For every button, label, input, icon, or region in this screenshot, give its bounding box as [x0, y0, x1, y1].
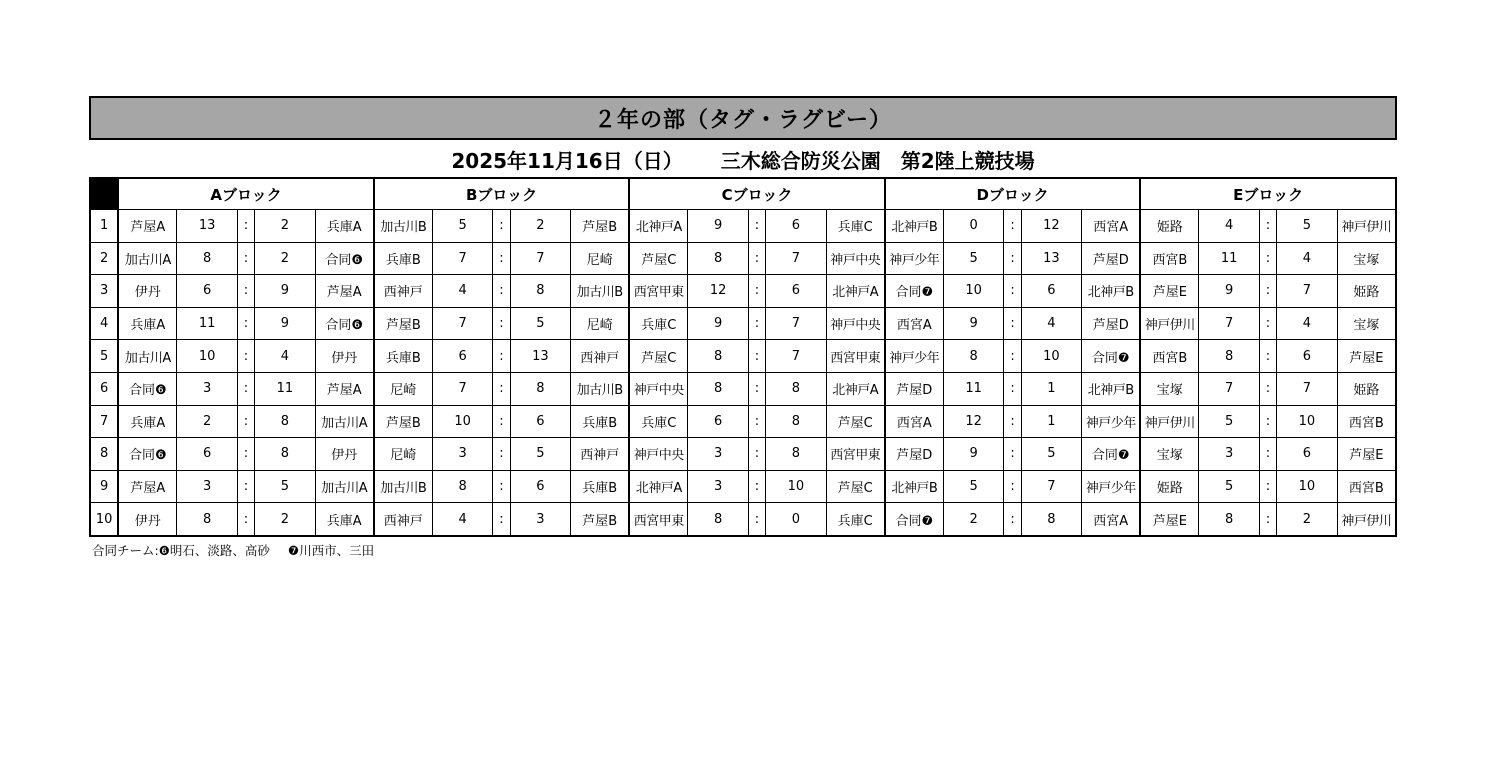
score-separator: :	[1259, 503, 1276, 536]
score-separator: :	[1259, 242, 1276, 275]
score-separator: :	[1004, 405, 1021, 438]
home-team: 芦屋D	[885, 372, 944, 405]
away-team: 神戸伊川	[1337, 210, 1396, 243]
table-row	[90, 210, 1396, 243]
score-separator: :	[493, 372, 510, 405]
home-team: 姫路	[1140, 470, 1199, 503]
home-team: 合同❼	[885, 275, 944, 308]
away-team: 西宮甲東	[826, 340, 885, 373]
score-separator: :	[237, 438, 254, 471]
block-header-row	[90, 178, 1396, 210]
away-team: 北神戸A	[826, 275, 885, 308]
home-team: 尼崎	[374, 372, 433, 405]
home-team: 加古川B	[374, 210, 433, 243]
away-team: 北神戸A	[826, 372, 885, 405]
home-score: 6	[432, 340, 493, 373]
home-team: 伊丹	[118, 275, 177, 308]
home-team: 芦屋C	[629, 242, 688, 275]
away-score: 8	[510, 372, 571, 405]
away-score: 6	[1277, 340, 1338, 373]
score-separator: :	[493, 275, 510, 308]
score-separator: :	[1259, 470, 1276, 503]
away-team: 芦屋E	[1337, 340, 1396, 373]
score-separator: :	[1004, 470, 1021, 503]
home-score: 10	[177, 340, 238, 373]
home-score: 7	[1199, 307, 1260, 340]
round-number: 6	[90, 372, 118, 405]
away-team: 神戸少年	[1082, 405, 1141, 438]
home-team: 兵庫A	[118, 307, 177, 340]
round-number: 10	[90, 503, 118, 536]
away-score: 2	[510, 210, 571, 243]
score-separator: :	[237, 242, 254, 275]
away-team: 姫路	[1337, 372, 1396, 405]
table-row	[90, 438, 1396, 471]
away-team: 姫路	[1337, 275, 1396, 308]
home-score: 8	[688, 242, 749, 275]
score-separator: :	[237, 210, 254, 243]
home-score: 9	[1199, 275, 1260, 308]
home-score: 5	[1199, 405, 1260, 438]
away-team: 合同❼	[1082, 438, 1141, 471]
home-score: 4	[1199, 210, 1260, 243]
home-score: 3	[688, 438, 749, 471]
table-row	[90, 275, 1396, 308]
home-team: 西宮B	[1140, 242, 1199, 275]
home-team: 兵庫C	[629, 307, 688, 340]
score-separator: :	[748, 275, 765, 308]
home-team: 宝塚	[1140, 372, 1199, 405]
score-separator: :	[1004, 438, 1021, 471]
home-score: 7	[1199, 372, 1260, 405]
home-team: 芦屋D	[885, 438, 944, 471]
score-separator: :	[493, 340, 510, 373]
home-score: 3	[177, 372, 238, 405]
home-team: 兵庫B	[374, 242, 433, 275]
home-team: 神戸中央	[629, 438, 688, 471]
away-team: 西宮甲東	[826, 438, 885, 471]
score-separator: :	[748, 438, 765, 471]
away-score: 8	[766, 438, 827, 471]
away-team: 西宮B	[1337, 470, 1396, 503]
note-label: 合同チーム:	[92, 543, 159, 558]
away-team: 芦屋B	[571, 210, 630, 243]
home-team: 加古川B	[374, 470, 433, 503]
home-score: 9	[943, 307, 1004, 340]
home-team: 西神戸	[374, 275, 433, 308]
score-separator: :	[748, 372, 765, 405]
table-row	[90, 503, 1396, 536]
round-number: 7	[90, 405, 118, 438]
score-separator: :	[1004, 210, 1021, 243]
away-score: 3	[510, 503, 571, 536]
home-team: 芦屋E	[1140, 503, 1199, 536]
home-team: 宝塚	[1140, 438, 1199, 471]
score-separator: :	[1259, 210, 1276, 243]
table-row	[90, 307, 1396, 340]
home-score: 8	[432, 470, 493, 503]
home-team: 合同❼	[885, 503, 944, 536]
home-score: 0	[943, 210, 1004, 243]
away-team: 西宮A	[1082, 210, 1141, 243]
score-separator: :	[748, 307, 765, 340]
away-team: 西神戸	[571, 438, 630, 471]
home-score: 6	[177, 275, 238, 308]
score-separator: :	[493, 438, 510, 471]
block-header-a: Aブロック	[118, 178, 374, 210]
round-number: 9	[90, 470, 118, 503]
score-separator: :	[237, 503, 254, 536]
away-score: 6	[766, 275, 827, 308]
score-separator: :	[493, 470, 510, 503]
home-score: 3	[688, 470, 749, 503]
away-team: 芦屋C	[826, 470, 885, 503]
home-team: 西宮甲東	[629, 503, 688, 536]
away-team: 兵庫A	[315, 503, 374, 536]
away-team: 宝塚	[1337, 307, 1396, 340]
score-separator: :	[748, 470, 765, 503]
home-score: 7	[432, 372, 493, 405]
round-number: 8	[90, 438, 118, 471]
away-score: 4	[1277, 242, 1338, 275]
away-team: 加古川B	[571, 372, 630, 405]
score-separator: :	[1004, 503, 1021, 536]
home-team: 兵庫B	[374, 340, 433, 373]
home-score: 3	[177, 470, 238, 503]
home-score: 3	[432, 438, 493, 471]
away-team: 兵庫A	[315, 210, 374, 243]
home-score: 11	[177, 307, 238, 340]
home-team: 北神戸A	[629, 210, 688, 243]
score-separator: :	[1259, 372, 1276, 405]
event-venue: 三木総合防災公園 第2陸上競技場	[720, 148, 1035, 173]
block-header-e: Eブロック	[1140, 178, 1396, 210]
away-score: 4	[1277, 307, 1338, 340]
away-score: 6	[510, 405, 571, 438]
score-separator: :	[237, 372, 254, 405]
away-team: 合同❻	[315, 242, 374, 275]
home-score: 5	[943, 470, 1004, 503]
score-separator: :	[1259, 307, 1276, 340]
away-score: 2	[255, 242, 316, 275]
away-score: 7	[1277, 275, 1338, 308]
away-team: 神戸中央	[826, 242, 885, 275]
score-separator: :	[493, 307, 510, 340]
home-team: 西宮A	[885, 405, 944, 438]
home-team: 神戸伊川	[1140, 405, 1199, 438]
round-number: 3	[90, 275, 118, 308]
away-score: 6	[510, 470, 571, 503]
score-separator: :	[1259, 438, 1276, 471]
away-team: 加古川A	[315, 470, 374, 503]
away-team: 加古川B	[571, 275, 630, 308]
home-team: 神戸伊川	[1140, 307, 1199, 340]
away-score: 7	[1277, 372, 1338, 405]
away-team: 芦屋C	[826, 405, 885, 438]
away-score: 6	[1277, 438, 1338, 471]
block-header-d: Dブロック	[885, 178, 1140, 210]
away-score: 10	[766, 470, 827, 503]
away-score: 1	[1021, 372, 1082, 405]
score-separator: :	[237, 470, 254, 503]
away-team: 尼崎	[571, 242, 630, 275]
score-separator: :	[748, 340, 765, 373]
round-number: 4	[90, 307, 118, 340]
away-score: 7	[766, 307, 827, 340]
score-separator: :	[237, 340, 254, 373]
away-team: 神戸中央	[826, 307, 885, 340]
home-score: 8	[1199, 503, 1260, 536]
home-team: 神戸少年	[885, 340, 944, 373]
away-score: 2	[1277, 503, 1338, 536]
home-team: 芦屋A	[118, 470, 177, 503]
away-team: 尼崎	[571, 307, 630, 340]
score-separator: :	[237, 275, 254, 308]
home-score: 8	[688, 372, 749, 405]
away-score: 8	[255, 438, 316, 471]
away-score: 10	[1021, 340, 1082, 373]
note-team7: ❼川西市、三田	[287, 543, 375, 558]
away-score: 1	[1021, 405, 1082, 438]
away-score: 6	[1021, 275, 1082, 308]
score-separator: :	[1004, 242, 1021, 275]
score-separator: :	[1259, 275, 1276, 308]
score-separator: :	[493, 242, 510, 275]
away-score: 6	[766, 210, 827, 243]
away-score: 5	[1277, 210, 1338, 243]
away-team: 加古川A	[315, 405, 374, 438]
home-team: 芦屋B	[374, 307, 433, 340]
score-separator: :	[493, 503, 510, 536]
score-separator: :	[493, 210, 510, 243]
home-team: 合同❻	[118, 372, 177, 405]
home-score: 12	[688, 275, 749, 308]
home-team: 兵庫C	[629, 405, 688, 438]
away-team: 芦屋E	[1337, 438, 1396, 471]
home-score: 4	[432, 503, 493, 536]
home-team: 加古川A	[118, 340, 177, 373]
away-score: 12	[1021, 210, 1082, 243]
away-score: 9	[255, 275, 316, 308]
home-score: 7	[432, 242, 493, 275]
away-score: 9	[255, 307, 316, 340]
score-separator: :	[1004, 307, 1021, 340]
home-team: 西宮甲東	[629, 275, 688, 308]
away-team: 西宮B	[1337, 405, 1396, 438]
away-team: 兵庫B	[571, 470, 630, 503]
score-separator: :	[237, 307, 254, 340]
table-row	[90, 470, 1396, 503]
away-team: 北神戸B	[1082, 372, 1141, 405]
home-team: 姫路	[1140, 210, 1199, 243]
home-score: 3	[1199, 438, 1260, 471]
score-separator: :	[1259, 340, 1276, 373]
away-team: 芦屋D	[1082, 242, 1141, 275]
home-team: 芦屋C	[629, 340, 688, 373]
results-table	[89, 177, 1397, 537]
away-team: 神戸伊川	[1337, 503, 1396, 536]
table-row	[90, 340, 1396, 373]
score-separator: :	[1004, 340, 1021, 373]
away-team: 合同❼	[1082, 340, 1141, 373]
away-score: 5	[1021, 438, 1082, 471]
away-score: 0	[766, 503, 827, 536]
home-team: 西神戸	[374, 503, 433, 536]
away-team: 伊丹	[315, 438, 374, 471]
away-score: 7	[1021, 470, 1082, 503]
home-score: 12	[943, 405, 1004, 438]
away-team: 伊丹	[315, 340, 374, 373]
away-score: 8	[255, 405, 316, 438]
away-score: 4	[1021, 307, 1082, 340]
away-team: 兵庫C	[826, 503, 885, 536]
away-team: 西神戸	[571, 340, 630, 373]
home-team: 西宮A	[885, 307, 944, 340]
home-score: 11	[943, 372, 1004, 405]
home-score: 9	[943, 438, 1004, 471]
home-team: 神戸中央	[629, 372, 688, 405]
away-team: 西宮A	[1082, 503, 1141, 536]
score-separator: :	[1004, 372, 1021, 405]
table-row	[90, 405, 1396, 438]
home-team: 芦屋E	[1140, 275, 1199, 308]
home-score: 8	[688, 503, 749, 536]
home-team: 西宮B	[1140, 340, 1199, 373]
away-team: 神戸少年	[1082, 470, 1141, 503]
home-team: 加古川A	[118, 242, 177, 275]
away-score: 7	[766, 340, 827, 373]
away-score: 8	[510, 275, 571, 308]
away-score: 7	[510, 242, 571, 275]
home-team: 北神戸B	[885, 470, 944, 503]
home-score: 2	[177, 405, 238, 438]
home-score: 6	[688, 405, 749, 438]
away-score: 8	[766, 372, 827, 405]
away-score: 2	[255, 503, 316, 536]
home-team: 伊丹	[118, 503, 177, 536]
block-header-c: Cブロック	[629, 178, 885, 210]
away-team: 芦屋B	[571, 503, 630, 536]
score-separator: :	[748, 503, 765, 536]
away-score: 7	[766, 242, 827, 275]
joint-team-note	[92, 541, 374, 559]
home-score: 5	[943, 242, 1004, 275]
table-row	[90, 242, 1396, 275]
home-score: 4	[432, 275, 493, 308]
score-separator: :	[748, 242, 765, 275]
away-score: 5	[255, 470, 316, 503]
away-team: 宝塚	[1337, 242, 1396, 275]
home-score: 8	[688, 340, 749, 373]
away-score: 11	[255, 372, 316, 405]
away-score: 8	[766, 405, 827, 438]
home-score: 5	[432, 210, 493, 243]
home-team: 神戸少年	[885, 242, 944, 275]
home-score: 2	[943, 503, 1004, 536]
home-score: 6	[177, 438, 238, 471]
away-team: 北神戸B	[1082, 275, 1141, 308]
away-score: 10	[1277, 405, 1338, 438]
event-subtitle	[89, 143, 1397, 175]
away-team: 芦屋A	[315, 275, 374, 308]
home-score: 10	[432, 405, 493, 438]
home-team: 芦屋A	[118, 210, 177, 243]
home-score: 11	[1199, 242, 1260, 275]
score-separator: :	[237, 405, 254, 438]
round-number: 2	[90, 242, 118, 275]
away-team: 合同❻	[315, 307, 374, 340]
round-number: 5	[90, 340, 118, 373]
score-separator: :	[748, 405, 765, 438]
home-score: 7	[432, 307, 493, 340]
away-team: 芦屋D	[1082, 307, 1141, 340]
home-score: 9	[688, 307, 749, 340]
away-score: 10	[1277, 470, 1338, 503]
away-team: 兵庫C	[826, 210, 885, 243]
home-score: 5	[1199, 470, 1260, 503]
home-team: 兵庫A	[118, 405, 177, 438]
home-team: 尼崎	[374, 438, 433, 471]
note-team6: ❻明石、淡路、高砂	[158, 543, 270, 558]
home-score: 8	[177, 503, 238, 536]
away-score: 8	[1021, 503, 1082, 536]
home-score: 8	[943, 340, 1004, 373]
event-date: 2025年11月16日（日）	[451, 148, 683, 173]
score-separator: :	[1004, 275, 1021, 308]
away-score: 5	[510, 307, 571, 340]
home-score: 8	[1199, 340, 1260, 373]
home-team: 芦屋B	[374, 405, 433, 438]
away-score: 2	[255, 210, 316, 243]
page-title: ２年の部（タグ・ラグビー）	[89, 96, 1397, 140]
home-score: 10	[943, 275, 1004, 308]
round-number: 1	[90, 210, 118, 243]
away-team: 芦屋A	[315, 372, 374, 405]
home-team: 合同❻	[118, 438, 177, 471]
away-score: 5	[510, 438, 571, 471]
home-score: 9	[688, 210, 749, 243]
away-score: 13	[1021, 242, 1082, 275]
block-header-b: Bブロック	[374, 178, 629, 210]
table-row	[90, 372, 1396, 405]
away-team: 兵庫B	[571, 405, 630, 438]
away-score: 4	[255, 340, 316, 373]
home-score: 8	[177, 242, 238, 275]
away-score: 13	[510, 340, 571, 373]
score-separator: :	[1259, 405, 1276, 438]
score-separator: :	[493, 405, 510, 438]
home-team: 北神戸A	[629, 470, 688, 503]
score-separator: :	[748, 210, 765, 243]
home-team: 北神戸B	[885, 210, 944, 243]
home-score: 13	[177, 210, 238, 243]
corner-cell	[90, 178, 118, 210]
